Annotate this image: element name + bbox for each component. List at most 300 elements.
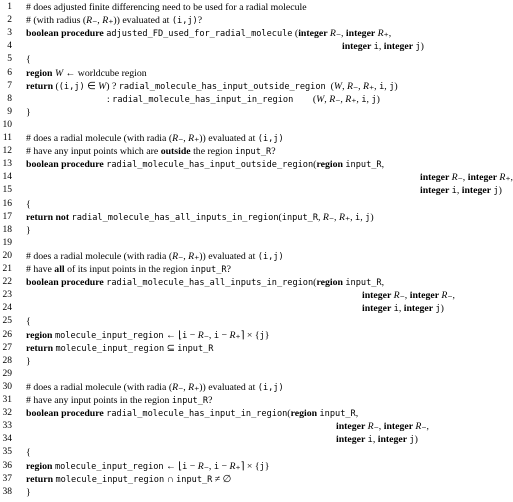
code-line — [0, 446, 498, 459]
math-symbol: R — [415, 421, 422, 433]
code-text — [26, 1, 307, 14]
text-fragment: ≠ ∅ — [212, 473, 232, 485]
line-number: 38 — [2, 486, 12, 497]
text-fragment: ( — [313, 159, 317, 171]
code-text — [26, 211, 374, 225]
code-line — [0, 40, 498, 53]
identifier: i — [355, 212, 361, 223]
code-line — [0, 460, 498, 473]
text-fragment: ₋, — [335, 28, 346, 40]
text-fragment: , — [384, 80, 390, 92]
text-fragment: ₋, — [373, 421, 384, 433]
text-fragment: ) — [420, 41, 424, 53]
math-symbol: R — [338, 211, 345, 223]
identifier: i — [213, 330, 219, 341]
code-line — [0, 145, 498, 158]
identifier: i — [213, 461, 219, 472]
math-symbol: R — [86, 15, 93, 27]
line-number: 34 — [2, 434, 12, 445]
code-text — [342, 40, 424, 54]
identifier: input_R — [345, 278, 382, 289]
text-fragment: of its input points in the region — [64, 264, 191, 275]
math-symbol: R — [197, 460, 204, 472]
text-fragment: ₋, — [178, 250, 189, 262]
text-fragment: ₋, — [92, 15, 103, 27]
line-number: 26 — [2, 329, 12, 340]
line-number: 11 — [2, 133, 12, 143]
math-symbol: R — [393, 290, 400, 302]
identifier: radial_molecule_has_input_outside_region — [106, 160, 314, 171]
text-fragment: ( — [293, 93, 317, 105]
code-text — [26, 158, 384, 172]
code-line — [0, 93, 498, 106]
keyword: integer — [409, 290, 442, 302]
text-fragment: : — [107, 93, 113, 105]
code-text — [26, 80, 398, 94]
identifier: (i,j) — [257, 251, 284, 262]
math-symbol: W — [316, 93, 325, 105]
text-fragment: } — [264, 329, 270, 341]
math-symbol: W — [54, 67, 64, 79]
identifier: j — [435, 304, 441, 315]
text-fragment: , — [372, 434, 378, 446]
code-line — [0, 132, 498, 145]
math-symbol: R — [102, 15, 109, 27]
text-fragment: ₊)) evaluated at — [194, 133, 258, 144]
code-line — [0, 381, 498, 394]
text-fragment: ₊, — [505, 172, 513, 184]
math-symbol: R — [345, 93, 352, 105]
line-number: 6 — [7, 67, 12, 78]
identifier: molecule_input_region — [54, 461, 164, 472]
math-symbol: R — [377, 28, 384, 40]
code-text — [26, 224, 31, 237]
identifier: input_R — [177, 343, 214, 354]
identifier: (i,j) — [171, 16, 198, 27]
identifier: molecule_input_region — [55, 474, 165, 485]
math-symbol: R — [441, 290, 448, 302]
code-line — [0, 53, 498, 66]
text-fragment: ₋, — [447, 290, 455, 302]
code-line — [0, 106, 498, 119]
keyword: integer — [377, 434, 410, 446]
keyword: boolean procedure — [26, 159, 107, 171]
code-text — [26, 250, 284, 264]
code-text — [26, 394, 212, 408]
line-number: 37 — [2, 473, 12, 484]
text-fragment: { — [26, 316, 31, 328]
text-fragment: ₊, — [351, 93, 362, 105]
identifier: input_R — [345, 160, 382, 171]
identifier: input_R — [319, 409, 356, 420]
code-line — [0, 407, 498, 420]
identifier: i — [361, 94, 367, 105]
identifier: radial_molecule_has_input_in_region — [112, 94, 294, 105]
line-number: 30 — [2, 381, 12, 392]
identifier: radial_molecule_has_input_in_region — [106, 409, 288, 420]
text-fragment: ) ? — [106, 80, 119, 92]
text-fragment: ₋, — [178, 133, 189, 144]
keyword: integer — [461, 185, 494, 197]
text-fragment: ₋, — [335, 93, 346, 105]
text-fragment: − — [187, 329, 198, 341]
code-line — [0, 67, 498, 80]
math-symbol: W — [333, 80, 343, 92]
line-number: 23 — [2, 290, 12, 301]
text-fragment: ) — [394, 80, 398, 92]
text-fragment: ₊)) evaluated at — [194, 381, 258, 393]
code-line — [0, 14, 498, 27]
text-fragment: } — [26, 106, 31, 118]
identifier: input_R — [235, 147, 272, 158]
identifier: input_R — [176, 474, 213, 485]
code-line — [0, 276, 498, 289]
line-number: 36 — [2, 460, 12, 471]
text-fragment: , — [398, 303, 404, 315]
keyword: integer — [342, 41, 374, 53]
code-text — [336, 433, 418, 447]
text-fragment: ₋, — [421, 421, 429, 433]
text-fragment: ∩ — [164, 473, 177, 485]
code-text — [26, 145, 276, 159]
line-number: 29 — [2, 368, 12, 379]
line-number: 10 — [2, 119, 12, 130]
text-fragment: , — [456, 185, 462, 197]
math-symbol: R — [172, 250, 179, 262]
identifier: i — [379, 81, 385, 92]
code-line — [0, 224, 498, 237]
code-line — [0, 302, 498, 315]
code-line — [0, 184, 502, 197]
code-text — [26, 315, 31, 328]
code-line — [0, 211, 498, 224]
identifier: j — [371, 94, 377, 105]
identifier: i — [182, 461, 188, 472]
code-text — [26, 67, 147, 80]
code-text — [26, 446, 31, 459]
code-text — [26, 381, 284, 395]
keyword: integer — [420, 172, 452, 184]
keyword: outside — [160, 146, 191, 158]
text-fragment: ( — [278, 211, 282, 223]
keyword: integer — [467, 172, 500, 184]
keyword: integer — [362, 290, 394, 302]
text-fragment: ₋, — [328, 211, 339, 223]
identifier: radial_molecule_has_all_inputs_in_region — [106, 278, 314, 289]
code-text — [26, 53, 31, 66]
code-line — [0, 250, 498, 263]
code-text — [26, 486, 31, 499]
math-symbol: R — [346, 80, 353, 92]
text-fragment: # have any input points in the region — [26, 395, 172, 406]
code-text — [26, 198, 31, 211]
line-number: 13 — [2, 159, 12, 170]
identifier: (i,j) — [257, 382, 284, 393]
line-number: 14 — [2, 172, 12, 183]
identifier: radial_molecule_has_all_inputs_in_region — [71, 212, 279, 223]
identifier: molecule_input_region — [55, 343, 165, 354]
line-number: 17 — [2, 211, 12, 222]
code-line — [0, 329, 498, 342]
identifier: molecule_input_region — [54, 330, 164, 341]
code-text — [420, 184, 502, 198]
identifier: radial_molecule_has_input_outside_region — [118, 81, 326, 92]
line-number: 31 — [2, 395, 12, 405]
text-fragment: ₋, — [399, 290, 410, 302]
code-line — [0, 315, 498, 328]
text-fragment: ( — [325, 80, 334, 92]
code-text — [26, 132, 284, 146]
math-symbol: R — [499, 172, 506, 184]
code-line — [0, 237, 498, 250]
text-fragment: ← worldcube region — [63, 67, 147, 79]
code-line — [0, 198, 498, 211]
code-text — [26, 460, 269, 474]
text-fragment: ₊, — [369, 80, 380, 92]
identifier: i — [373, 42, 379, 53]
math-symbol: R — [229, 460, 236, 472]
code-text — [26, 473, 231, 487]
code-text — [26, 263, 231, 277]
math-symbol: R — [329, 28, 336, 40]
line-number: 22 — [2, 277, 12, 288]
text-fragment: ₊)) evaluated at — [108, 15, 172, 27]
keyword: return — [26, 80, 56, 92]
text-fragment: { — [26, 54, 31, 66]
text-fragment: ) — [376, 93, 380, 105]
identifier: j — [493, 186, 499, 197]
line-number: 9 — [7, 106, 12, 117]
text-fragment: { — [26, 447, 31, 459]
math-symbol: R — [188, 250, 195, 262]
text-fragment: } — [26, 224, 31, 236]
identifier: input_R — [190, 265, 227, 275]
keyword: boolean procedure — [26, 408, 107, 420]
keyword: integer — [383, 421, 416, 433]
text-fragment: # does a radial molecule (with radia ( — [26, 250, 173, 262]
line-number: 24 — [2, 303, 12, 314]
keyword: all — [54, 264, 65, 275]
keyword: return — [26, 473, 56, 485]
text-fragment: ₊⌉ × { — [235, 460, 260, 472]
text-fragment: , — [342, 80, 347, 92]
text-fragment: # have any input points which are — [26, 146, 161, 158]
text-fragment: − — [187, 460, 198, 472]
code-text — [26, 329, 269, 343]
code-text — [26, 276, 384, 290]
text-fragment: ₊⌉ × { — [235, 329, 260, 341]
keyword: return — [26, 342, 56, 354]
text-fragment: , — [318, 211, 323, 223]
code-text — [26, 106, 31, 119]
text-fragment: , — [366, 93, 372, 105]
text-fragment: the region — [190, 146, 235, 158]
text-fragment: # does a radial molecule (with radia ( — [26, 133, 173, 144]
text-fragment: , — [360, 211, 366, 223]
identifier: i — [393, 304, 399, 315]
text-fragment: # (with radius ( — [26, 15, 87, 27]
keyword: integer — [403, 303, 436, 315]
keyword: boolean procedure — [26, 277, 107, 289]
math-symbol: R — [197, 329, 204, 341]
keyword: region — [316, 277, 346, 289]
keyword: return not — [26, 211, 72, 223]
code-line — [0, 486, 498, 499]
text-fragment: } — [26, 355, 31, 367]
line-number: 7 — [7, 80, 12, 91]
text-fragment: − — [219, 329, 230, 341]
code-line — [0, 420, 498, 433]
keyword: region — [26, 67, 55, 79]
math-symbol: R — [322, 211, 329, 223]
math-symbol: W — [98, 80, 107, 92]
text-fragment: ₋, — [178, 381, 189, 393]
text-fragment: ₋, — [203, 329, 214, 341]
line-number: 18 — [2, 224, 12, 235]
code-line — [0, 433, 498, 446]
text-fragment: # does adjusted finite differencing need to be used for a radial molecule — [26, 2, 307, 13]
code-text — [26, 342, 213, 356]
identifier: (i,j) — [257, 134, 284, 144]
text-fragment: ₊, — [344, 211, 356, 223]
code-line — [0, 27, 498, 40]
text-fragment: ⊆ — [164, 342, 178, 354]
text-fragment: , — [355, 408, 359, 420]
text-fragment: ? — [197, 15, 203, 27]
text-fragment: ? — [226, 264, 231, 275]
identifier: j — [365, 212, 371, 223]
code-text — [336, 420, 429, 433]
text-fragment: } — [26, 486, 31, 498]
line-number: 16 — [2, 198, 12, 209]
code-text — [26, 407, 358, 421]
identifier: adjusted_FD_used_for_radial_molecule — [106, 29, 293, 40]
line-number: 1 — [7, 2, 12, 12]
math-symbol: R — [188, 133, 195, 144]
keyword: integer — [345, 28, 378, 40]
keyword: region — [290, 408, 320, 420]
text-fragment: ( — [287, 408, 291, 420]
code-text — [26, 27, 391, 41]
text-fragment: ₋, — [457, 172, 468, 184]
text-fragment: ₊, — [383, 28, 392, 40]
keyword: integer — [336, 421, 368, 433]
line-number: 20 — [2, 250, 12, 261]
code-line — [0, 394, 498, 407]
text-fragment: ₋, — [352, 80, 364, 92]
line-number: 8 — [7, 93, 12, 104]
text-fragment: { — [26, 198, 31, 210]
text-fragment: ) — [440, 303, 444, 315]
math-symbol: R — [172, 381, 179, 393]
line-number: 28 — [2, 355, 12, 366]
keyword: integer — [362, 303, 394, 315]
line-number: 35 — [2, 447, 12, 458]
math-symbol: R — [451, 172, 458, 184]
line-number: 27 — [2, 342, 12, 353]
code-text — [26, 355, 31, 368]
math-symbol: R — [229, 329, 236, 341]
line-number: 3 — [7, 28, 12, 39]
identifier: i — [367, 435, 373, 446]
line-number: 15 — [2, 185, 12, 196]
identifier: j — [259, 330, 265, 341]
keyword: region — [316, 159, 346, 171]
code-line — [0, 342, 498, 355]
text-fragment: ← ⌊ — [163, 460, 183, 472]
line-number: 4 — [7, 41, 12, 52]
text-fragment: , — [381, 159, 385, 171]
code-line — [0, 80, 498, 93]
math-symbol: R — [188, 381, 195, 393]
code-line — [0, 263, 498, 276]
line-number: 21 — [2, 264, 12, 274]
code-line — [0, 368, 498, 381]
code-line — [0, 158, 498, 171]
keyword: region — [26, 329, 55, 341]
math-symbol: R — [329, 93, 336, 105]
code-line — [0, 355, 498, 368]
math-symbol: R — [363, 80, 370, 92]
identifier: j — [259, 461, 265, 472]
text-fragment: − — [219, 460, 230, 472]
code-line — [0, 119, 498, 132]
identifier: input_R — [171, 396, 209, 406]
keyword: integer — [298, 28, 330, 40]
math-symbol: R — [172, 133, 179, 144]
keyword: region — [26, 460, 55, 472]
text-fragment: ₊)) evaluated at — [194, 250, 258, 262]
text-fragment: , — [378, 41, 384, 53]
line-number: 32 — [2, 408, 12, 419]
text-fragment: ? — [271, 146, 276, 158]
line-number: 19 — [2, 237, 12, 248]
line-number: 2 — [7, 15, 12, 26]
keyword: integer — [336, 434, 368, 446]
text-fragment: ? — [208, 395, 213, 406]
text-fragment: ( — [55, 80, 59, 92]
identifier: j — [389, 81, 395, 92]
text-fragment: , — [324, 93, 330, 105]
identifier: j — [415, 42, 421, 53]
text-fragment: # have — [26, 264, 55, 275]
code-text — [362, 289, 455, 302]
code-text — [26, 14, 202, 28]
line-number: 5 — [7, 54, 12, 65]
text-fragment: ∈ — [84, 80, 99, 92]
text-fragment: } — [264, 460, 270, 472]
identifier: j — [409, 435, 415, 446]
code-text — [420, 171, 513, 184]
text-fragment: ) — [414, 434, 418, 446]
text-fragment: , — [381, 277, 385, 289]
line-number: 12 — [2, 146, 12, 157]
identifier: input_R — [281, 212, 318, 223]
math-symbol: R — [367, 421, 374, 433]
text-fragment: ₋, — [203, 460, 214, 472]
text-fragment: ) — [370, 211, 374, 223]
identifier: (i,j) — [58, 81, 85, 92]
code-line — [0, 1, 498, 14]
line-number: 25 — [2, 316, 12, 327]
identifier: i — [182, 330, 188, 341]
text-fragment: ) — [498, 185, 502, 197]
keyword: integer — [420, 185, 452, 197]
text-fragment: # does a radial molecule (with radia ( — [26, 381, 173, 393]
keyword: boolean procedure — [26, 28, 107, 40]
text-fragment: ( — [292, 28, 299, 40]
line-number: 33 — [2, 421, 12, 432]
